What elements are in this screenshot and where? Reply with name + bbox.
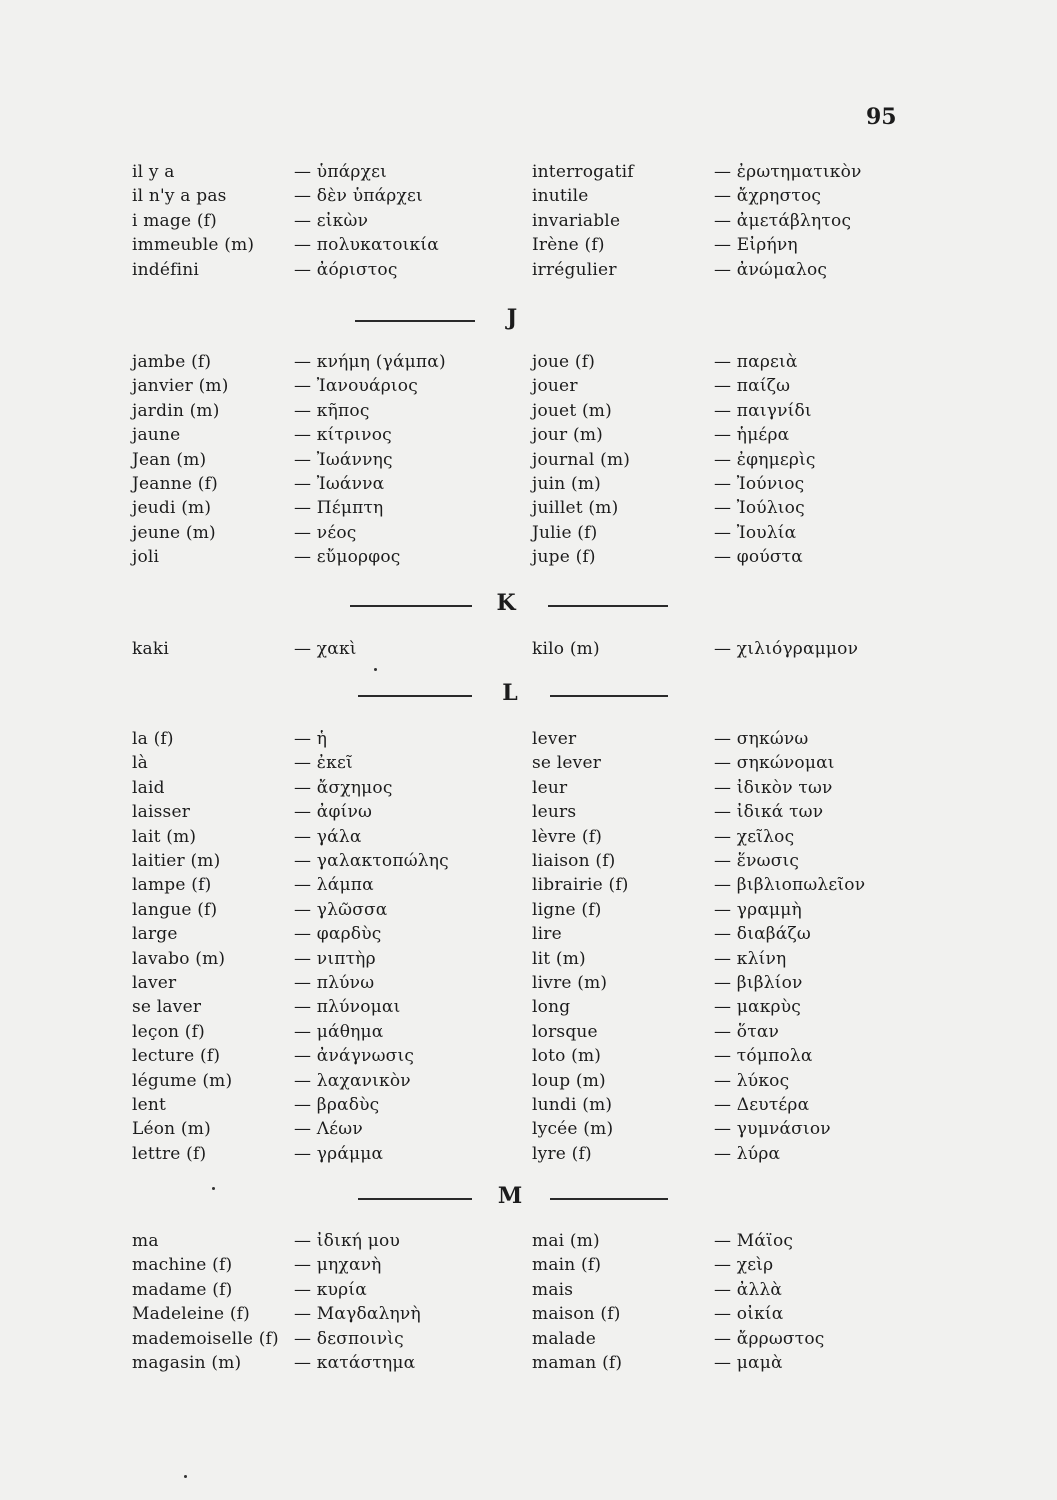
stray-dot	[212, 1187, 215, 1190]
greek-translation: — Πέμπτη	[294, 498, 384, 519]
greek-translation: — μάθημα	[294, 1021, 384, 1042]
greek-translation: — ἐφημερὶς	[714, 449, 816, 470]
french-word: jupe (f)	[532, 547, 596, 568]
greek-translation: — ἀλλὰ	[714, 1279, 783, 1300]
greek-translation: — κῆπος	[294, 400, 370, 421]
greek-translation: — Λέων	[294, 1119, 363, 1140]
greek-translation: — γαλακτοπώλης	[294, 851, 449, 871]
greek-translation: — φούστα	[714, 547, 803, 568]
french-word: il n'y a pas	[132, 186, 227, 207]
french-word: il y a	[132, 162, 175, 182]
greek-translation: — πλύνω	[294, 973, 375, 993]
greek-translation: — γραμμὴ	[714, 899, 802, 920]
greek-translation: — τόμπολα	[714, 1046, 813, 1067]
greek-translation: — κίτρινος	[294, 425, 392, 446]
french-word: magasin (m)	[132, 1353, 242, 1373]
french-word: lycée (m)	[532, 1119, 614, 1140]
greek-translation: — χιλιόγραμμον	[714, 639, 859, 659]
french-word: la (f)	[132, 729, 174, 749]
french-word: maison (f)	[532, 1304, 621, 1325]
greek-translation: — γάλα	[294, 826, 362, 847]
greek-translation: — νιπτὴρ	[294, 948, 376, 969]
greek-translation: — ἄσχημος	[294, 777, 393, 798]
greek-translation: — ὑπάρχει	[294, 162, 387, 182]
french-word: journal (m)	[532, 449, 631, 470]
greek-translation: — χεὶρ	[714, 1255, 774, 1276]
greek-translation: — πλύνομαι	[294, 997, 401, 1018]
french-word: laid	[132, 777, 165, 798]
greek-translation: — Ἰωάννης	[294, 449, 393, 470]
greek-translation: — εὔμορφος	[294, 547, 401, 568]
greek-translation: — ἄρρωστος	[714, 1328, 825, 1349]
separator-line	[350, 605, 472, 607]
french-word: invariable	[532, 210, 621, 231]
greek-translation: — κατάστημα	[294, 1353, 416, 1373]
greek-translation: — Ἰουλία	[714, 522, 797, 543]
french-word: juin (m)	[532, 474, 601, 494]
greek-translation: — Ἰανουάριος	[294, 376, 418, 397]
greek-translation: — κλίνη	[714, 948, 787, 969]
french-word: lit (m)	[532, 948, 586, 969]
letter-heading-l: L	[502, 680, 518, 706]
french-word: Irène (f)	[532, 235, 605, 256]
french-word: joue (f)	[532, 352, 596, 372]
greek-translation: — ἰδικά των	[714, 802, 824, 823]
french-word: là	[132, 753, 148, 774]
french-word: lyre (f)	[532, 1143, 592, 1164]
greek-translation: — ἕνωσις	[714, 851, 800, 871]
french-word: liaison (f)	[532, 851, 616, 871]
french-word: lent	[132, 1095, 167, 1115]
french-word: Julie (f)	[532, 522, 598, 543]
greek-translation: — δὲν ὑπάρχει	[294, 186, 423, 207]
french-word: jouet (m)	[532, 400, 612, 421]
greek-translation: — λάμπα	[294, 875, 374, 896]
separator-line	[358, 1198, 472, 1200]
french-word: main (f)	[532, 1255, 602, 1276]
french-word: librairie (f)	[532, 875, 629, 896]
french-word: leçon (f)	[132, 1021, 205, 1042]
french-word: kaki	[132, 639, 169, 659]
french-word: Léon (m)	[132, 1119, 211, 1140]
french-word: lundi (m)	[532, 1095, 613, 1115]
greek-translation: — φαρδὺς	[294, 924, 382, 945]
greek-translation: — γλῶσσα	[294, 899, 388, 920]
greek-translation: — διαβάζω	[714, 924, 811, 945]
greek-translation: — χεῖλος	[714, 826, 795, 847]
letter-heading-k: K	[496, 590, 516, 616]
greek-translation: — Δευτέρα	[714, 1095, 810, 1115]
french-word: laisser	[132, 802, 191, 823]
french-word: lecture (f)	[132, 1046, 221, 1067]
greek-translation: — παίζω	[714, 376, 791, 397]
french-word: machine (f)	[132, 1255, 233, 1276]
french-word: mais	[532, 1279, 574, 1300]
separator-line	[358, 695, 472, 697]
french-word: indéfini	[132, 259, 200, 280]
greek-translation: — ἰδικὸν των	[714, 777, 833, 798]
stray-dot	[184, 1475, 187, 1478]
greek-translation: — παρειὰ	[714, 352, 798, 372]
french-word: jeune (m)	[132, 522, 216, 543]
page-number: 95	[866, 104, 897, 130]
french-word: maman (f)	[532, 1353, 623, 1373]
greek-translation: — γράμμα	[294, 1143, 384, 1164]
greek-translation: — ἄχρηστος	[714, 186, 822, 207]
french-word: inutile	[532, 186, 589, 207]
french-word: lampe (f)	[132, 875, 212, 896]
greek-translation: — ἐρωτηματικὸν	[714, 162, 862, 182]
greek-translation: — εἰκὼν	[294, 210, 369, 231]
french-word: livre (m)	[532, 973, 608, 993]
french-word: mai (m)	[532, 1231, 600, 1251]
french-word: se lever	[532, 753, 602, 774]
french-word: lait (m)	[132, 826, 197, 847]
french-word: kilo (m)	[532, 639, 600, 659]
separator-line	[548, 605, 668, 607]
greek-translation: — κνήμη (γάμπα)	[294, 352, 446, 372]
greek-translation: — βραδὺς	[294, 1095, 380, 1115]
french-word: janvier (m)	[132, 376, 229, 397]
french-word: loto (m)	[532, 1046, 602, 1067]
greek-translation: — νέος	[294, 522, 357, 543]
greek-translation: — γυμνάσιον	[714, 1119, 831, 1140]
greek-translation: — μηχανὴ	[294, 1255, 382, 1276]
greek-translation: — μακρὺς	[714, 997, 802, 1018]
greek-translation: — ἀφίνω	[294, 802, 373, 823]
greek-translation: — λύκος	[714, 1070, 790, 1091]
greek-translation: — βιβλίον	[714, 973, 803, 993]
greek-translation: — βιβλιοπωλεῖον	[714, 875, 866, 896]
french-word: lettre (f)	[132, 1143, 207, 1164]
french-word: jaune	[132, 425, 181, 446]
french-word: jouer	[532, 376, 578, 397]
greek-translation: — κυρία	[294, 1279, 367, 1300]
french-word: malade	[532, 1328, 596, 1349]
letter-heading-j: J	[506, 305, 518, 331]
greek-translation: — ἡ	[294, 729, 328, 749]
french-word: jardin (m)	[132, 400, 220, 421]
french-word: mademoiselle (f)	[132, 1328, 279, 1349]
french-word: jeudi (m)	[132, 498, 212, 519]
separator-line	[550, 1198, 668, 1200]
french-word: lavabo (m)	[132, 948, 226, 969]
greek-translation: — πολυκατοικία	[294, 235, 439, 256]
greek-translation: — ἡμέρα	[714, 425, 790, 446]
greek-translation: — ἐκεῖ	[294, 753, 353, 774]
french-word: Jean (m)	[132, 449, 207, 470]
french-word: légume (m)	[132, 1070, 233, 1091]
greek-translation: — Ἰούλιος	[714, 498, 805, 519]
greek-translation: — σηκώνω	[714, 729, 809, 749]
french-word: laitier (m)	[132, 851, 221, 871]
french-word: Madeleine (f)	[132, 1304, 250, 1325]
french-word: immeuble (m)	[132, 235, 255, 256]
french-word: large	[132, 924, 178, 945]
greek-translation: — Ἰωάννα	[294, 474, 385, 494]
greek-translation: — ἀόριστος	[294, 259, 398, 280]
greek-translation: — λύρα	[714, 1143, 781, 1164]
french-word: irrégulier	[532, 259, 617, 280]
french-word: leur	[532, 777, 568, 798]
greek-translation: — μαμὰ	[714, 1353, 783, 1373]
greek-translation: — ἀμετάβλητος	[714, 210, 852, 231]
greek-translation: — χακὶ	[294, 639, 357, 659]
french-word: interrogatif	[532, 162, 634, 182]
french-word: long	[532, 997, 571, 1018]
greek-translation: — σηκώνομαι	[714, 753, 835, 774]
french-word: Jeanne (f)	[132, 474, 218, 494]
french-word: jambe (f)	[132, 352, 212, 372]
french-word: ma	[132, 1231, 159, 1251]
french-word: laver	[132, 973, 177, 993]
french-word: loup (m)	[532, 1070, 606, 1091]
separator-line	[550, 695, 668, 697]
french-word: joli	[132, 547, 160, 568]
french-word: se laver	[132, 997, 202, 1018]
greek-translation: — Ἰούνιος	[714, 474, 805, 494]
french-word: lèvre (f)	[532, 826, 603, 847]
greek-translation: — οἰκία	[714, 1304, 784, 1325]
french-word: jour (m)	[532, 425, 603, 446]
french-word: ligne (f)	[532, 899, 602, 920]
french-word: i mage (f)	[132, 210, 217, 231]
french-word: langue (f)	[132, 899, 218, 920]
greek-translation: — ὅταν	[714, 1021, 780, 1042]
letter-heading-m: M	[497, 1183, 523, 1209]
french-word: leurs	[532, 802, 577, 823]
greek-translation: — Μάϊος	[714, 1231, 794, 1251]
stray-dot	[374, 668, 377, 671]
greek-translation: — δεσποινὶς	[294, 1328, 404, 1349]
greek-translation: — Εἰρήνη	[714, 235, 798, 256]
french-word: juillet (m)	[532, 498, 619, 519]
greek-translation: — ἰδική μου	[294, 1231, 401, 1251]
greek-translation: — ἀνάγνωσις	[294, 1046, 415, 1067]
french-word: lire	[532, 924, 562, 945]
french-word: lever	[532, 729, 577, 749]
greek-translation: — ἀνώμαλος	[714, 259, 828, 280]
greek-translation: — λαχανικὸν	[294, 1070, 411, 1091]
greek-translation: — παιγνίδι	[714, 400, 812, 421]
french-word: madame (f)	[132, 1279, 233, 1300]
french-word: lorsque	[532, 1021, 598, 1042]
separator-line	[355, 320, 475, 322]
greek-translation: — Μαγδαληνὴ	[294, 1304, 421, 1325]
